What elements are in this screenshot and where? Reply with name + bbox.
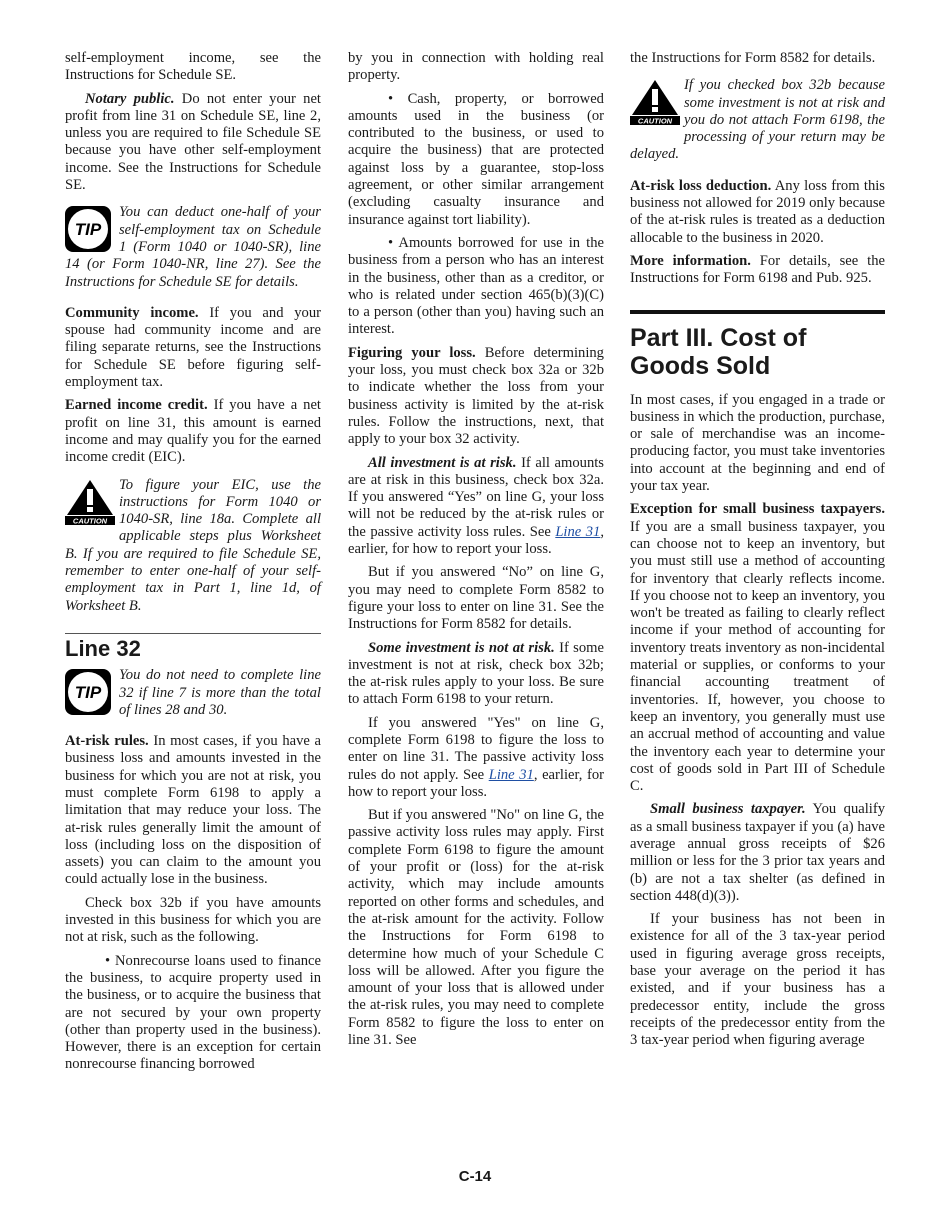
paragraph: But if you answered "No" on line G, the passive activity loss rules may apply. First complete Form 6198 to figure the amount of your profit or (loss) for the at-risk activity, which may include amounts reported on other forms and schedules, and the at-risk amount for the activity. Follow the Instructions for Form 6198 to determine how much of your Schedule C loss will be allowed. After you figure the amount of your loss that is allowed under the at-risk rules, you may need to complete Form 8582 to figure the loss to enter on line 31. See	[348, 807, 604, 1049]
community-body: If you and your spouse had community income and are filing separate returns, see the Instructions for Schedule SE before figuring self-employment tax.	[65, 304, 321, 391]
eic-body: If you have a net profit on line 31, this amount is earned income and may qualify you for the earned income credit (EIC).	[65, 397, 321, 466]
body-text: , earlier, for how to report your loss.	[348, 523, 604, 558]
paragraph: But if you answered “No” on line G, you may need to complete Form 8582 to figure your loss to enter on line 31. See the Instructions for Form 8582 for details.	[348, 564, 604, 633]
exception-paragraph	[630, 501, 885, 795]
paragraph	[348, 715, 604, 801]
atrisk-paragraph	[65, 733, 321, 889]
section-heading-part-3: Part III. Cost of Goods Sold	[630, 323, 807, 380]
tip-note	[65, 667, 321, 719]
body-text: You qualify as a small business taxpayer if you (a) have average annual gross receipts of $26 million or less for the 3 prior tax years and (b) are not a tax shelter (as defined in section 448(d)(3)).	[630, 801, 885, 904]
eic-heading: Earned income credit.	[65, 397, 208, 414]
some-not-at-risk-heading: Some investment is not at risk.	[368, 639, 555, 656]
caution-note	[65, 477, 321, 615]
figuring-body: Before determining your loss, you must check box 32a or 32b to indicate whether the loss from your business activity is limited by the at-risk rules. Follow the instructions, next, that apply to your box 32 activity.	[348, 344, 604, 448]
bullet-text: Cash, property, or borrowed amounts used in the business (or contributed to the business, or used to acquire the business) that are protected against loss by a guarantee, stop-loss agreement, or other similar arrangement (excluding casualty insurance and insurance against tort liability).	[348, 90, 604, 228]
all-at-risk-heading: All investment is at risk.	[368, 454, 517, 471]
body-text: Any loss from this business not allowed for 2019 only because of the at-risk rules is treated as a deduction allocable to the business in 2020.	[630, 177, 885, 246]
tip-text: You can deduct one-half of your self-employment tax on Schedule 1 (Form 1040 or 1040-SR), line 14 (or Form 1040-NR, line 27). See the Instructions for Schedule SE for details.	[65, 204, 321, 290]
bullet-item	[348, 91, 604, 229]
deduction-paragraph	[630, 178, 885, 247]
figuring-paragraph	[348, 345, 604, 449]
column-1	[65, 50, 321, 1080]
column-2	[348, 50, 604, 1055]
caution-icon	[630, 79, 678, 130]
notary-body: Do not enter your net profit from line 31 on Schedule SE, line 2, unless you are required to file Schedule SE because you have other self-employment income. See the Instructions for Schedule SE.	[65, 90, 321, 194]
small-business-heading: Small business taxpayer.	[650, 801, 806, 818]
bullet-text: Nonrecourse loans used to finance the business, to acquire property used in the business, or to acquire the business that are not secured by your own property (other than property used in the business). However, there is an exception for certain nonrecourse financing borrowed	[65, 952, 322, 1073]
body-text: If you answered "Yes" on line G, complete Form 6198 to figure the loss to enter on line 31. The passive activity loss rules do not apply. See	[348, 714, 604, 783]
deduction-heading: At-risk loss deduction.	[630, 177, 772, 194]
atrisk-heading: At-risk rules.	[65, 733, 149, 750]
caution-text: If you checked box 32b because some investment is not at risk and you do not attach Form 6198, the processing of your return may be delayed.	[630, 77, 885, 163]
bullet-item	[65, 953, 321, 1074]
small-business-paragraph	[630, 801, 885, 905]
bullet-icon: •	[388, 234, 394, 251]
eic-paragraph	[65, 397, 321, 466]
body-text: For details, see the Instructions for Form 6198 and Pub. 925.	[630, 252, 885, 287]
paragraph: by you in connection with holding real property.	[348, 50, 604, 84]
paragraph: the Instructions for Form 8582 for details.	[630, 50, 876, 66]
line-31-link[interactable]: Line 31	[555, 523, 601, 540]
body-text: If you are a small business taxpayer, you can choose not to keep an inventory, but you must still use a method of accounting for inventory that clearly reflects income. If you choose not to keep an inventory, you won't be treated as failing to clearly reflect income if your method of accounting for inventory treats inventory as non-incidental material or supplies, or conforms to your financial accounting treatment of inventories. If, however, you choose to keep an inventory, you generally must use an accrual method of accounting and value the inventory each year to determine your cost of goods sold in Part III of Schedule C.	[630, 518, 885, 795]
paragraph: If your business has not been in existence for all of the 3 tax-year period used in figuring average gross receipts, base your average on the period it has existed, and if your business has a predecessor entity, include the gross receipts of the predecessor entity from the 3 tax-year period when figuring average	[630, 911, 885, 1049]
tip-icon: TIP	[65, 669, 113, 715]
exception-heading: Exception for small business taxpayers.	[630, 501, 885, 518]
paragraph: self-employment income, see the Instructions for Schedule SE.	[65, 50, 321, 84]
body-text: If all amounts are at risk in this business, check box 32a. If you answered “Yes” on line G, your loss will not be reduced by the at-risk rules or the passive activity loss rules. See	[348, 454, 604, 540]
section-heading-line-32: Line 32	[65, 635, 141, 661]
column-3	[630, 50, 885, 1056]
caution-icon	[65, 479, 113, 530]
all-at-risk-paragraph	[348, 455, 604, 559]
paragraph: In most cases, if you engaged in a trade or business in which the production, purchase, or sale of merchandise was an income-producing factor, you must take inventories into account at the beginning and end of your tax year.	[630, 391, 885, 495]
bullet-text: Amounts borrowed for use in the business from a person who has an interest in the business, other than as a creditor, or who is related under section 465(b)(3)(C) to a person (other than you) having such an interest.	[348, 234, 604, 338]
more-info-paragraph	[630, 253, 885, 288]
section-divider	[65, 633, 321, 634]
page-number: C-14	[458, 1168, 492, 1185]
line-31-link[interactable]: Line 31	[488, 766, 534, 783]
figuring-heading: Figuring your loss.	[348, 344, 476, 361]
some-not-at-risk-paragraph	[348, 640, 604, 709]
more-info-heading: More information.	[630, 252, 751, 269]
body-text: , earlier, for how to report your loss.	[348, 766, 604, 800]
notary-paragraph	[65, 91, 321, 195]
community-heading: Community income.	[65, 304, 199, 321]
body-text: If some investment is not at risk, check box 32b; the at-risk rules apply to your loss. Be sure to attach Form 6198 to your return.	[348, 639, 604, 708]
tip-icon: TIP	[65, 206, 113, 252]
caution-note	[630, 77, 885, 163]
bullet-icon: •	[105, 952, 111, 969]
caution-text: To figure your EIC, use the instructions for Form 1040 or 1040-SR, line 18a. Complete all applicable steps plus Worksheet B. If you are required to file Schedule SE, remember to enter one-half of your self-employment tax in Part 1, line 1d, of Worksheet B.	[65, 476, 321, 614]
community-paragraph	[65, 305, 321, 391]
part-divider	[630, 310, 885, 314]
bullet-item	[348, 235, 604, 339]
tip-note	[65, 204, 321, 290]
svg-text:CAUTION: CAUTION	[72, 516, 108, 525]
svg-text:CAUTION: CAUTION	[637, 116, 673, 126]
paragraph: Check box 32b if you have amounts invested in this business for which you are not at risk, such as the following.	[65, 894, 321, 946]
atrisk-body: In most cases, if you have a business loss and amounts invested in the business for which you are not at risk, you must complete Form 6198 to apply a limitation that may reduce your loss. The at-risk rules generally limit the amount of loss (including loss on the disposition of assets) you can claim to the amount you could actually lose in the business.	[65, 733, 321, 888]
bullet-icon: •	[388, 90, 394, 107]
notary-heading: Notary public.	[85, 90, 175, 107]
tip-text: You do not need to complete line 32 if line 7 is more than the total of lines 28 and 30.	[119, 667, 321, 718]
